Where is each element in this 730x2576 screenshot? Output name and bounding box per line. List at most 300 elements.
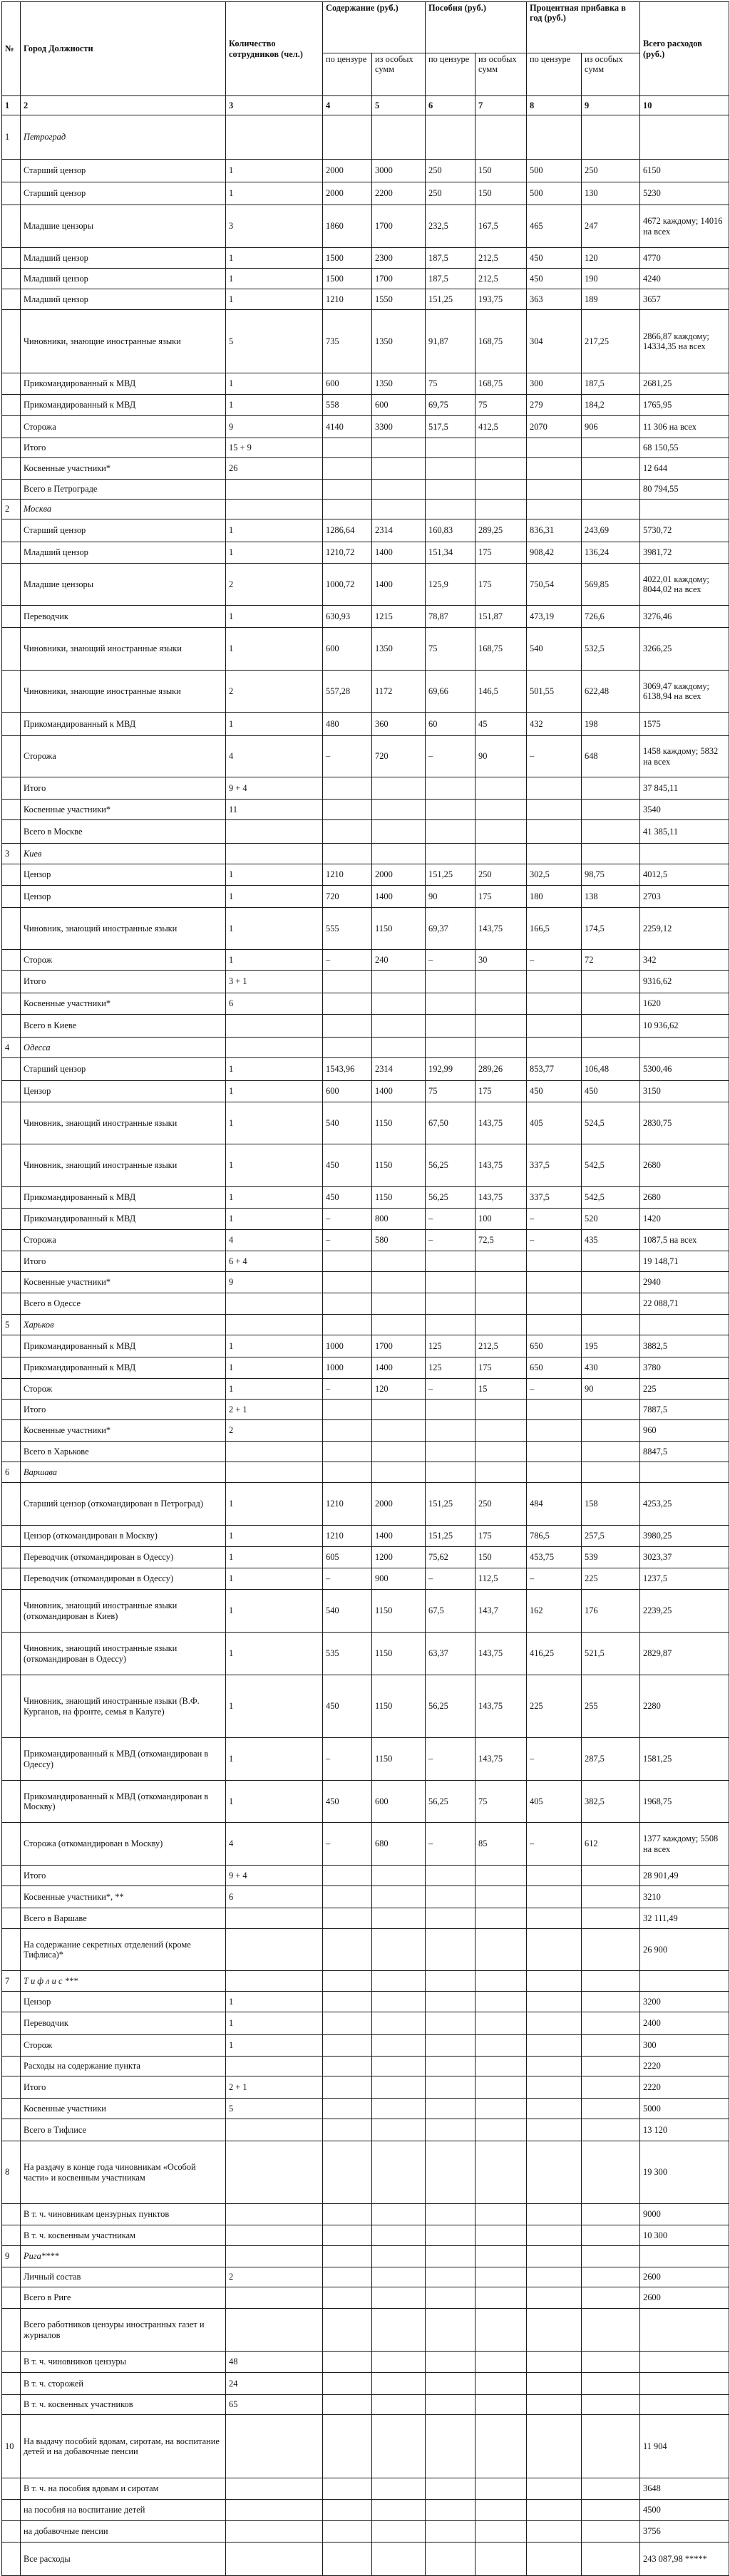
row-number-cell (2, 564, 21, 606)
total-cell: 9316,62 (640, 971, 729, 993)
allowance-special-cell (475, 2035, 527, 2057)
count-cell: 1 (226, 1209, 323, 1230)
position-cell: Чиновник, знающий иностранные языки (В.Ф. Курганов, на фронте, семья в Калуге) (21, 1675, 226, 1738)
bonus-censor-cell: 405 (527, 1781, 582, 1823)
salary-censor-cell (323, 2012, 372, 2035)
allowance-special-cell: 193,75 (475, 289, 527, 310)
count-cell: 1 (226, 628, 323, 671)
row-number-cell: 1 (2, 115, 21, 160)
table-row (2, 160, 729, 182)
bonus-censor-cell (527, 1251, 582, 1272)
salary-special-cell (372, 2373, 426, 2395)
bonus-special-cell (582, 2267, 640, 2287)
row-number-cell (2, 1102, 21, 1144)
table-row (2, 1526, 729, 1547)
total-cell: 4240 (640, 269, 729, 289)
position-cell: На содержание секретных отделений (кроме Тифлиса)* (21, 1929, 226, 1971)
salary-special-cell (372, 2057, 426, 2076)
table-row (2, 205, 729, 248)
position-cell: Младшие цензоры (21, 205, 226, 248)
table-row (2, 2500, 729, 2521)
allowance-special-cell: 175 (475, 1081, 527, 1102)
salary-censor-cell (323, 2267, 372, 2287)
bonus-censor-cell: 363 (527, 289, 582, 310)
subheader-bonus-censor: по цензуре (527, 53, 582, 96)
table-row (2, 564, 729, 606)
position-cell: Сторожа (21, 416, 226, 438)
row-number-cell (2, 950, 21, 971)
total-cell: 5730,72 (640, 519, 729, 542)
total-cell: 12 644 (640, 458, 729, 480)
allowance-censor-cell: 192,99 (426, 1058, 475, 1081)
position-cell: Одесса (21, 1038, 226, 1058)
salary-censor-cell (323, 1886, 372, 1908)
count-cell: 4 (226, 736, 323, 777)
col-header-allowance: Пособия (руб.) (426, 2, 527, 53)
salary-special-cell (372, 2246, 426, 2267)
allowance-special-cell (475, 1866, 527, 1886)
bonus-censor-cell: 337,5 (527, 1144, 582, 1187)
bonus-censor-cell (527, 1015, 582, 1038)
total-cell (640, 1315, 729, 1335)
allowance-censor-cell: – (426, 1738, 475, 1781)
salary-special-cell: 1700 (372, 1335, 426, 1357)
salary-censor-cell (323, 844, 372, 864)
salary-censor-cell (323, 2076, 372, 2099)
position-cell: Варшава (21, 1462, 226, 1483)
row-number-cell (2, 1420, 21, 1442)
row-number-cell (2, 2204, 21, 2225)
row-number-cell (2, 1357, 21, 1379)
row-number-cell (2, 1866, 21, 1886)
count-cell: 1 (226, 908, 323, 950)
bonus-censor-cell: 650 (527, 1335, 582, 1357)
salary-special-cell (372, 1462, 426, 1483)
salary-censor-cell: 1000,72 (323, 564, 372, 606)
position-cell: Сторож (21, 2035, 226, 2057)
salary-special-cell (372, 971, 426, 993)
total-cell: 2866,87 каждому; 14334,35 на всех (640, 310, 729, 373)
allowance-special-cell (475, 2204, 527, 2225)
row-number-cell (2, 1886, 21, 1908)
total-cell: 2259,12 (640, 908, 729, 950)
total-cell (640, 2309, 729, 2352)
total-cell: 2681,25 (640, 373, 729, 395)
count-cell: 1 (226, 1992, 323, 2012)
count-cell (226, 480, 323, 500)
bonus-special-cell (582, 1315, 640, 1335)
allowance-censor-cell (426, 1015, 475, 1038)
total-cell: 2680 (640, 1187, 729, 1209)
allowance-censor-cell: 75,62 (426, 1547, 475, 1568)
bonus-censor-cell (527, 2246, 582, 2267)
table-row (2, 1675, 729, 1738)
table-row (2, 1144, 729, 1187)
row-number-cell (2, 2076, 21, 2099)
position-cell: Прикомандированный к МВД (21, 1335, 226, 1357)
salary-censor-cell: 1500 (323, 269, 372, 289)
row-number-cell (2, 395, 21, 416)
total-cell: 28 901,49 (640, 1866, 729, 1886)
row-number-cell (2, 1058, 21, 1081)
bonus-special-cell: 225 (582, 1568, 640, 1590)
count-cell (226, 2119, 323, 2141)
allowance-censor-cell: 75 (426, 373, 475, 395)
count-cell: 5 (226, 310, 323, 373)
position-cell: Цензор (21, 886, 226, 908)
bonus-special-cell: 542,5 (582, 1187, 640, 1209)
position-cell: Старший цензор (21, 182, 226, 205)
row-number-cell: 3 (2, 844, 21, 864)
count-cell: 1 (226, 2012, 323, 2035)
allowance-special-cell: 167,5 (475, 205, 527, 248)
position-cell: Т и ф л и с *** (21, 1971, 226, 1992)
allowance-censor-cell (426, 2287, 475, 2309)
total-cell: 11 306 на всех (640, 416, 729, 438)
allowance-censor-cell (426, 820, 475, 844)
allowance-special-cell (475, 1272, 527, 1293)
bonus-censor-cell: – (527, 1230, 582, 1251)
bonus-censor-cell (527, 2204, 582, 2225)
allowance-censor-cell: 232,5 (426, 205, 475, 248)
row-number-cell (2, 458, 21, 480)
salary-special-cell: 1150 (372, 1187, 426, 1209)
table-row (2, 2141, 729, 2204)
count-cell: 3 + 1 (226, 971, 323, 993)
table-row (2, 886, 729, 908)
salary-special-cell (372, 1971, 426, 1992)
allowance-special-cell: 175 (475, 1357, 527, 1379)
bonus-censor-cell (527, 458, 582, 480)
salary-special-cell: 1150 (372, 1675, 426, 1738)
salary-censor-cell: 600 (323, 1081, 372, 1102)
salary-censor-cell: 1210,72 (323, 542, 372, 564)
count-cell: 1 (226, 1526, 323, 1547)
total-cell: 6150 (640, 160, 729, 182)
position-cell: Итого (21, 438, 226, 458)
table-row (2, 1823, 729, 1866)
salary-censor-cell: – (323, 1209, 372, 1230)
count-cell: 1 (226, 1144, 323, 1187)
salary-censor-cell: 450 (323, 1675, 372, 1738)
salary-special-cell: 600 (372, 1781, 426, 1823)
bonus-special-cell: 130 (582, 182, 640, 205)
allowance-special-cell (475, 2141, 527, 2204)
column-number: 8 (527, 96, 582, 115)
allowance-censor-cell: 250 (426, 182, 475, 205)
bonus-special-cell: 569,85 (582, 564, 640, 606)
bonus-special-cell: 622,48 (582, 671, 640, 713)
salary-special-cell: 1150 (372, 1102, 426, 1144)
bonus-special-cell: 726,6 (582, 606, 640, 628)
allowance-special-cell (475, 458, 527, 480)
allowance-censor-cell: 151,25 (426, 1483, 475, 1526)
count-cell: 1 (226, 1379, 323, 1400)
allowance-censor-cell (426, 2012, 475, 2035)
salary-censor-cell (323, 2521, 372, 2543)
row-number-cell (2, 1379, 21, 1400)
position-cell: Всего в Петрограде (21, 480, 226, 500)
bonus-censor-cell (527, 2076, 582, 2099)
salary-special-cell: 2000 (372, 1483, 426, 1526)
position-cell: Сторож (21, 1379, 226, 1400)
position-cell: Всего работников цензуры иностранных газет и журналов (21, 2309, 226, 2352)
allowance-censor-cell (426, 115, 475, 160)
allowance-censor-cell (426, 1866, 475, 1886)
bonus-censor-cell (527, 993, 582, 1015)
total-cell: 2600 (640, 2287, 729, 2309)
table-row (2, 2287, 729, 2309)
allowance-special-cell (475, 1442, 527, 1462)
position-cell: Косвенные участники* (21, 1420, 226, 1442)
allowance-censor-cell (426, 1038, 475, 1058)
position-cell: Прикомандированный к МВД (откомандирован в Москву) (21, 1781, 226, 1823)
count-cell (226, 2287, 323, 2309)
count-cell (226, 1462, 323, 1483)
count-cell (226, 2057, 323, 2076)
bonus-censor-cell (527, 2225, 582, 2246)
salary-censor-cell (323, 2500, 372, 2521)
count-cell: 1 (226, 606, 323, 628)
total-cell: 3540 (640, 800, 729, 820)
salary-censor-cell (323, 2309, 372, 2352)
bonus-censor-cell: 836,31 (527, 519, 582, 542)
total-cell: 2830,75 (640, 1102, 729, 1144)
row-number-cell (2, 2119, 21, 2141)
salary-censor-cell (323, 2225, 372, 2246)
bonus-censor-cell (527, 1400, 582, 1420)
allowance-special-cell: 90 (475, 736, 527, 777)
total-cell: 960 (640, 1420, 729, 1442)
table-row (2, 1568, 729, 1590)
col-header-bonus: Процентная прибавка в год (руб.) (527, 2, 640, 53)
bonus-special-cell (582, 971, 640, 993)
allowance-censor-cell (426, 2267, 475, 2287)
row-number-cell (2, 1144, 21, 1187)
table-row (2, 2057, 729, 2076)
col-header-salary: Содержание (руб.) (323, 2, 426, 53)
bonus-censor-cell: 500 (527, 160, 582, 182)
total-cell: 3648 (640, 2478, 729, 2500)
bonus-censor-cell: 405 (527, 1102, 582, 1144)
count-cell: 1 (226, 1483, 323, 1526)
allowance-special-cell (475, 1908, 527, 1929)
row-number-cell: 6 (2, 1462, 21, 1483)
count-cell: 2 + 1 (226, 1400, 323, 1420)
bonus-special-cell: 120 (582, 248, 640, 269)
allowance-special-cell (475, 2309, 527, 2352)
salary-censor-cell: 1543,96 (323, 1058, 372, 1081)
allowance-special-cell (475, 2543, 527, 2576)
row-number-cell (2, 1823, 21, 1866)
total-cell: 2940 (640, 1272, 729, 1293)
table-row (2, 248, 729, 269)
row-number-cell (2, 606, 21, 628)
position-cell: Чиновник, знающий иностранные языки (откомандирован в Киев) (21, 1590, 226, 1633)
bonus-censor-cell: 432 (527, 713, 582, 736)
allowance-censor-cell (426, 2352, 475, 2373)
allowance-censor-cell (426, 438, 475, 458)
allowance-censor-cell: 187,5 (426, 269, 475, 289)
salary-special-cell: 720 (372, 736, 426, 777)
total-cell: 26 900 (640, 1929, 729, 1971)
table-row (2, 1293, 729, 1315)
allowance-censor-cell (426, 971, 475, 993)
position-cell: В т. ч. чиновников цензуры (21, 2352, 226, 2373)
bonus-special-cell: 72 (582, 950, 640, 971)
bonus-censor-cell: 473,19 (527, 606, 582, 628)
row-number-cell (2, 1209, 21, 1230)
total-cell: 37 845,11 (640, 777, 729, 800)
table-row (2, 1483, 729, 1526)
bonus-censor-cell: 279 (527, 395, 582, 416)
salary-special-cell (372, 993, 426, 1015)
table-row (2, 1015, 729, 1038)
salary-censor-cell (323, 2246, 372, 2267)
allowance-special-cell (475, 2415, 527, 2478)
salary-special-cell (372, 1038, 426, 1058)
row-number-cell (2, 1015, 21, 1038)
allowance-censor-cell: 160,83 (426, 519, 475, 542)
total-cell (640, 1462, 729, 1483)
bonus-censor-cell (527, 1315, 582, 1335)
salary-censor-cell: 4140 (323, 416, 372, 438)
salary-censor-cell: 540 (323, 1102, 372, 1144)
row-number-cell (2, 2012, 21, 2035)
total-cell: 3882,5 (640, 1335, 729, 1357)
salary-special-cell (372, 1293, 426, 1315)
position-cell: Младший цензор (21, 269, 226, 289)
table-row (2, 1992, 729, 2012)
count-cell: 1 (226, 248, 323, 269)
position-cell: Косвенные участники* (21, 800, 226, 820)
position-cell: Цензор (21, 864, 226, 886)
total-cell: 2703 (640, 886, 729, 908)
position-cell: Москва (21, 500, 226, 519)
allowance-censor-cell (426, 1929, 475, 1971)
allowance-special-cell: 143,75 (475, 1187, 527, 1209)
total-cell (640, 115, 729, 160)
total-cell: 243 087,98 ***** (640, 2543, 729, 2576)
table-row (2, 438, 729, 458)
bonus-special-cell (582, 2204, 640, 2225)
count-cell (226, 2204, 323, 2225)
salary-censor-cell (323, 2119, 372, 2141)
count-cell: 15 + 9 (226, 438, 323, 458)
table-row (2, 480, 729, 500)
bonus-censor-cell: 302,5 (527, 864, 582, 886)
salary-censor-cell: – (323, 1738, 372, 1781)
count-cell: 1 (226, 542, 323, 564)
salary-censor-cell (323, 1442, 372, 1462)
allowance-special-cell (475, 2012, 527, 2035)
table-row (2, 713, 729, 736)
row-number-cell (2, 205, 21, 248)
position-cell: Сторожа (откомандирован в Москву) (21, 1823, 226, 1866)
salary-special-cell (372, 500, 426, 519)
allowance-censor-cell: 75 (426, 628, 475, 671)
table-row (2, 2478, 729, 2500)
table-row (2, 1209, 729, 1230)
allowance-special-cell (475, 800, 527, 820)
position-cell: Всего в Тифлисе (21, 2119, 226, 2141)
allowance-special-cell (475, 115, 527, 160)
salary-censor-cell (323, 480, 372, 500)
salary-special-cell (372, 844, 426, 864)
row-number-cell (2, 1335, 21, 1357)
position-cell: Младший цензор (21, 542, 226, 564)
count-cell: 1 (226, 1081, 323, 1102)
city-header-row (2, 1462, 729, 1483)
salary-special-cell: 1150 (372, 1738, 426, 1781)
column-number: 10 (640, 96, 729, 115)
allowance-special-cell: 168,75 (475, 310, 527, 373)
allowance-special-cell: 175 (475, 886, 527, 908)
allowance-censor-cell: 151,25 (426, 289, 475, 310)
allowance-special-cell (475, 820, 527, 844)
total-cell (640, 2373, 729, 2395)
count-cell (226, 2225, 323, 2246)
allowance-special-cell (475, 2352, 527, 2373)
city-header-row (2, 1315, 729, 1335)
row-number-cell (2, 248, 21, 269)
total-cell: 2280 (640, 1675, 729, 1738)
position-cell: Цензор (21, 1992, 226, 2012)
row-number-cell (2, 886, 21, 908)
position-cell: Косвенные участники* (21, 993, 226, 1015)
salary-censor-cell (323, 1971, 372, 1992)
table-row (2, 2035, 729, 2057)
salary-censor-cell (323, 1992, 372, 2012)
position-cell: Прикомандированный к МВД (21, 373, 226, 395)
bonus-censor-cell: 465 (527, 205, 582, 248)
bonus-censor-cell: – (527, 736, 582, 777)
row-number-cell (2, 269, 21, 289)
bonus-censor-cell (527, 2415, 582, 2478)
bonus-special-cell: 138 (582, 886, 640, 908)
table-row (2, 1866, 729, 1886)
total-cell (640, 844, 729, 864)
row-number-cell (2, 289, 21, 310)
bonus-special-cell: 520 (582, 1209, 640, 1230)
total-cell: 300 (640, 2035, 729, 2057)
salary-special-cell (372, 2035, 426, 2057)
salary-censor-cell (323, 458, 372, 480)
position-cell: Итого (21, 777, 226, 800)
count-cell: 24 (226, 2373, 323, 2395)
total-cell: 3210 (640, 1886, 729, 1908)
allowance-censor-cell (426, 2099, 475, 2119)
bonus-special-cell (582, 1420, 640, 1442)
count-cell (226, 1015, 323, 1038)
salary-special-cell (372, 1866, 426, 1886)
salary-censor-cell (323, 2204, 372, 2225)
salary-censor-cell: – (323, 736, 372, 777)
position-cell: Старший цензор (21, 1058, 226, 1081)
total-cell: 3150 (640, 1081, 729, 1102)
row-number-cell (2, 820, 21, 844)
salary-censor-cell (323, 438, 372, 458)
salary-special-cell: 3300 (372, 416, 426, 438)
position-cell: Старший цензор (откомандирован в Петроград) (21, 1483, 226, 1526)
allowance-censor-cell (426, 993, 475, 1015)
allowance-special-cell: 143,75 (475, 1102, 527, 1144)
allowance-special-cell: 15 (475, 1379, 527, 1400)
row-number-cell (2, 713, 21, 736)
table-row (2, 820, 729, 844)
bonus-special-cell (582, 2287, 640, 2309)
bonus-special-cell (582, 2141, 640, 2204)
